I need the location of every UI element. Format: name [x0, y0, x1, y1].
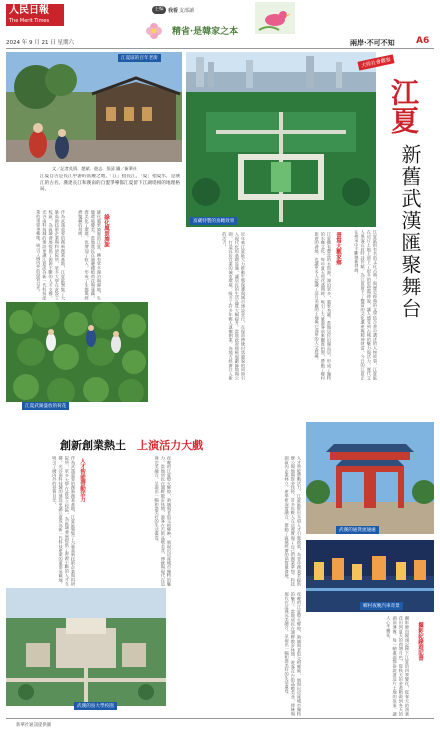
masthead-logo — [6, 4, 64, 26]
logo-cn-text: 人民日報 — [9, 5, 49, 16]
lede-paragraph: 江夏自古是長江中游的富饒之地，「江」指長江，「夏」指夏水，是漢江的古名。漢達長江和漢南的自盟爭導都江夏留下江湖堤相的地理格局。 — [40, 174, 180, 193]
section-label-prefix: 我看 — [168, 8, 179, 14]
old-street-caption: 江夏區的百年老街 — [118, 54, 161, 62]
subhead-1: 書寫大觀家鄉 — [335, 232, 341, 265]
body-column-g: 夜晚的江夏燈火輝煌，新城與老街交相輝映，展現出這座城市獨特的魅力。當地居民在湖畔散步休閒，遊客在古街品嚐美食，傳統與現代在這裡完美融合，呈現出一幅和諧美好的生活畫卷。 — [154, 456, 172, 586]
aerial-park-photo — [186, 52, 376, 227]
subhead-4: 攝影紀錄遊記書 — [417, 622, 423, 661]
masthead-rule — [6, 48, 434, 49]
aerial-park-caption: 富藏特製的鳥瞰效果 — [190, 217, 237, 225]
gate-caption: 武漢的通貨流通處 — [336, 526, 379, 534]
subhead-2: 綠化風景旖旎 — [103, 214, 109, 247]
body-column-g2: 夜晚的江夏燈火輝煌，新城與老街交相輝映，展現出這座城市獨特的魅力。當地居民在湖畔散步休閒，遊客在古街品嚐美食，傳統與現代在這裡完美融合，呈現出一幅和諧美好的生活畫卷。 — [284, 592, 302, 716]
campus-caption: 武漢的鳥大學校園 — [74, 702, 117, 710]
logo-en-text: The Merit Times — [9, 18, 50, 24]
body-column-f2: 作為武漢重要的創新創業基地，江夏區聚集了大量高新技術企業與科研院所，眾多大學在此設立校區，為區域發展提供了源源不斷的人才支撐。光谷南科技城的建設更讓江夏成為新一代科技產業的重要承載地，吸引了國內外的投資目光。 — [52, 456, 76, 586]
body-column-c: 近年來江夏區大力推動生態保護與城市建設並行，在保留傳統村落風貌的同時引入現代化的基礎設施，讓居民的生活品質大幅提升。當地政府積極規劃綠地與公園，打造宜居宜業的城市環境，吸引了許多年輕人返鄉創業，為地方經濟注入新的活力。 — [222, 232, 246, 380]
subhead-3: 人才智能帶動活力 — [79, 458, 85, 502]
old-street-photo — [6, 52, 182, 162]
section-badge: 主编 — [152, 6, 166, 14]
issue-date: 2024 年 9 月 21 日 星期六 — [6, 40, 74, 46]
body-column-f: 人才智能帶動活力，江夏區推出多項人才引進政策，為青年創業者提供辦公場地與資金扶持，許多年輕人在這裡實現了自己的創業夢想。科技園區內企業林立，產學研深度融合，推動了區域經濟的高質量發展。 — [284, 456, 302, 586]
gate-photo — [306, 422, 434, 534]
body-column-h: 攝影師用鏡頭記錄下江夏的四季變化，從春天的油菜花田到夏天的荷塘月色，從秋天的金黃稻穀到冬天的湖面薄霧，每一幀畫面都訴說著這片土地的故事，讓人心生嚮往。 — [386, 616, 410, 716]
footer-rule — [6, 718, 434, 719]
page-number: A6 — [416, 36, 430, 46]
series-title: 精省·是韓家之本 — [172, 27, 239, 37]
page-name: 兩岸·不可不知 — [350, 39, 395, 47]
subheadline-bar — [60, 434, 203, 453]
body-column-e: 作為武漢重要的創新創業基地，江夏區聚集了大量高新技術企業與科研院所，眾多大學在此設立校區，為區域發展提供了源源不斷的人才支撐。光谷南科技城的建設更讓江夏成為新一代科技產業的重要承載地，吸引了國內外的投資目光。 — [36, 210, 66, 300]
bird-illustration — [255, 2, 295, 34]
lotus-field-photo — [6, 302, 148, 402]
night-caption: 鄉村夜晚汽車奇景 — [360, 602, 403, 610]
headline-main-red: 江夏 — [387, 78, 420, 134]
headline-main-black: 新舊武漢匯聚舞台 — [398, 144, 422, 320]
body-column-a: 江夏區很有名的文化古典，與歷史經典的文學結合書中講述的人物故事，江夏區在這片土地上留下了很多的思想與傳說，讓人感受到古城的魅力與活力。歷代文人墨客在此吟詩作賦，為江夏留下了豐富的文化遺產與精神財富，今日的江夏正在傳承中不斷創新發展。 — [354, 230, 378, 380]
section-label-name: 支部讀 — [179, 8, 195, 14]
subheadline-red: 上演活力大戲 — [137, 439, 204, 452]
campus-aerial-photo — [6, 588, 166, 706]
footer-note: 新華社通訊提供圖 — [16, 723, 52, 728]
body-column-b: 江夏擁有豐富的水資源，湖泊眾多，風景秀麗，當地居民沿湖而居，形成了獨特的水鄉文化。每年夏天荷花盛開時，吸引了大量遊客前來觀賞拍照，帶動了鄉村旅遊的發展，也讓更多人認識了這片美麗的土地與它深厚的人文底蘊。 — [314, 232, 332, 380]
lotus-caption: 江夏武湖盛放的荷花 — [22, 402, 69, 410]
flower-icon — [145, 22, 163, 40]
byline-credit: 文／記者吳情．趙斌．遊志．張清 圖／新華社 — [52, 166, 138, 171]
body-column-d: 綠化風景旖旎的江夏，擁有眾多湖泊與濕地，生態環境優美。當地農民在湖邊種植荷花與蓮藕，既美化了環境，也增加了收入，形成了生態與經濟雙贏的局面。 — [78, 210, 102, 300]
subheadline-black: 創新創業熱土 — [60, 439, 126, 452]
observation-tag: 大陸社會觀察 — [357, 54, 394, 70]
